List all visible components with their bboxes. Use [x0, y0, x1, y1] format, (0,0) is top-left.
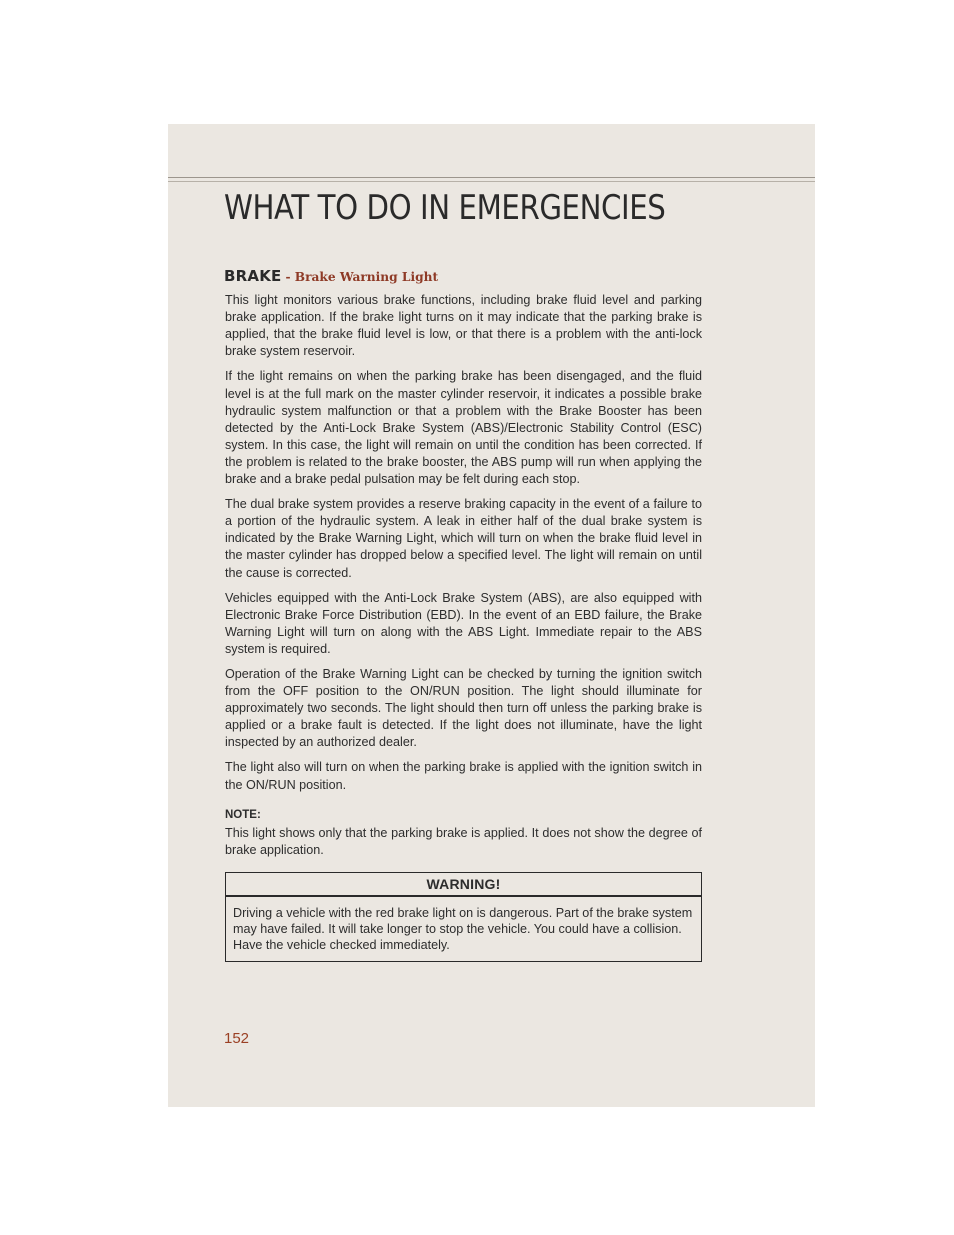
section-heading [224, 268, 702, 286]
paragraph-4: Vehicles equipped with the Anti-Lock Brake System (ABS), are also equipped with Electronic Brake Force Distribution (EBD). In the event of an EBD failure, the Brake Warning Light will turn on along with the ABS Light. Immediate repair to the ABS system is required. [225, 590, 702, 656]
section-title: - Brake Warning Light [285, 270, 439, 284]
paragraph-1: This light monitors various brake functions, including brake fluid level and parking brake application. If the brake light turns on it may indicate that the parking brake is applied, that the brake fluid level is low, or that there is a problem with the anti-lock brake system reservoir. [225, 293, 702, 359]
paragraph-3: The dual brake system provides a reserve braking capacity in the event of a failure to a portion of the hydraulic system. A leak in either half of the dual brake system is indicated by the Brake Warning Light, which will turn on when the brake fluid level in the master cylinder has dropped below a specified level. The light will remain on until the cause is corrected. [225, 497, 702, 580]
paragraph-2: If the light remains on when the parking brake has been disengaged, and the fluid level is at the full mark on the master cylinder reservoir, it indicates a possible brake hydraulic system malfunction or that a problem with the Brake Booster has been detected by the Anti-Lock Brake System (ABS)/Electronic Stability Control (ESC) system. In this case, the light will remain on until the condition has been corrected. If the problem is related to the brake booster, the ABS pump will run when applying the brake and a brake pedal pulsation may be felt during each stop. [225, 369, 702, 487]
page-number: 152 [224, 1030, 250, 1047]
paragraph-5: Operation of the Brake Warning Light can be checked by turning the ignition switch from the OFF position to the ON/RUN position. The light should illuminate for approximately two seconds. The light should then turn off unless the parking brake is applied or a brake fault is detected. If the light does not illuminate, have the light inspected by an authorized dealer. [225, 666, 702, 750]
note-label: NOTE: [225, 808, 261, 821]
brake-indicator-label: BRAKE [224, 267, 282, 285]
manual-page [168, 124, 815, 1107]
chapter-title: WHAT TO DO IN EMERGENCIES [224, 188, 666, 228]
paragraph-6: The light also will turn on when the parking brake is applied with the ignition switch in the ON/RUN position. [225, 760, 702, 792]
content-column [225, 268, 702, 962]
note-text: This light shows only that the parking brake is applied. It does not show the degree of brake application. [225, 825, 702, 857]
warning-title: WARNING! [226, 873, 701, 897]
warning-text: Driving a vehicle with the red brake light on is dangerous. Part of the brake system may have failed. It will take longer to stop the vehicle. You could have a collision. Have the vehicle checked immediately. [233, 906, 693, 953]
header-rule-top [168, 177, 815, 178]
warning-box [225, 872, 702, 962]
header-rule-bottom [168, 181, 815, 182]
